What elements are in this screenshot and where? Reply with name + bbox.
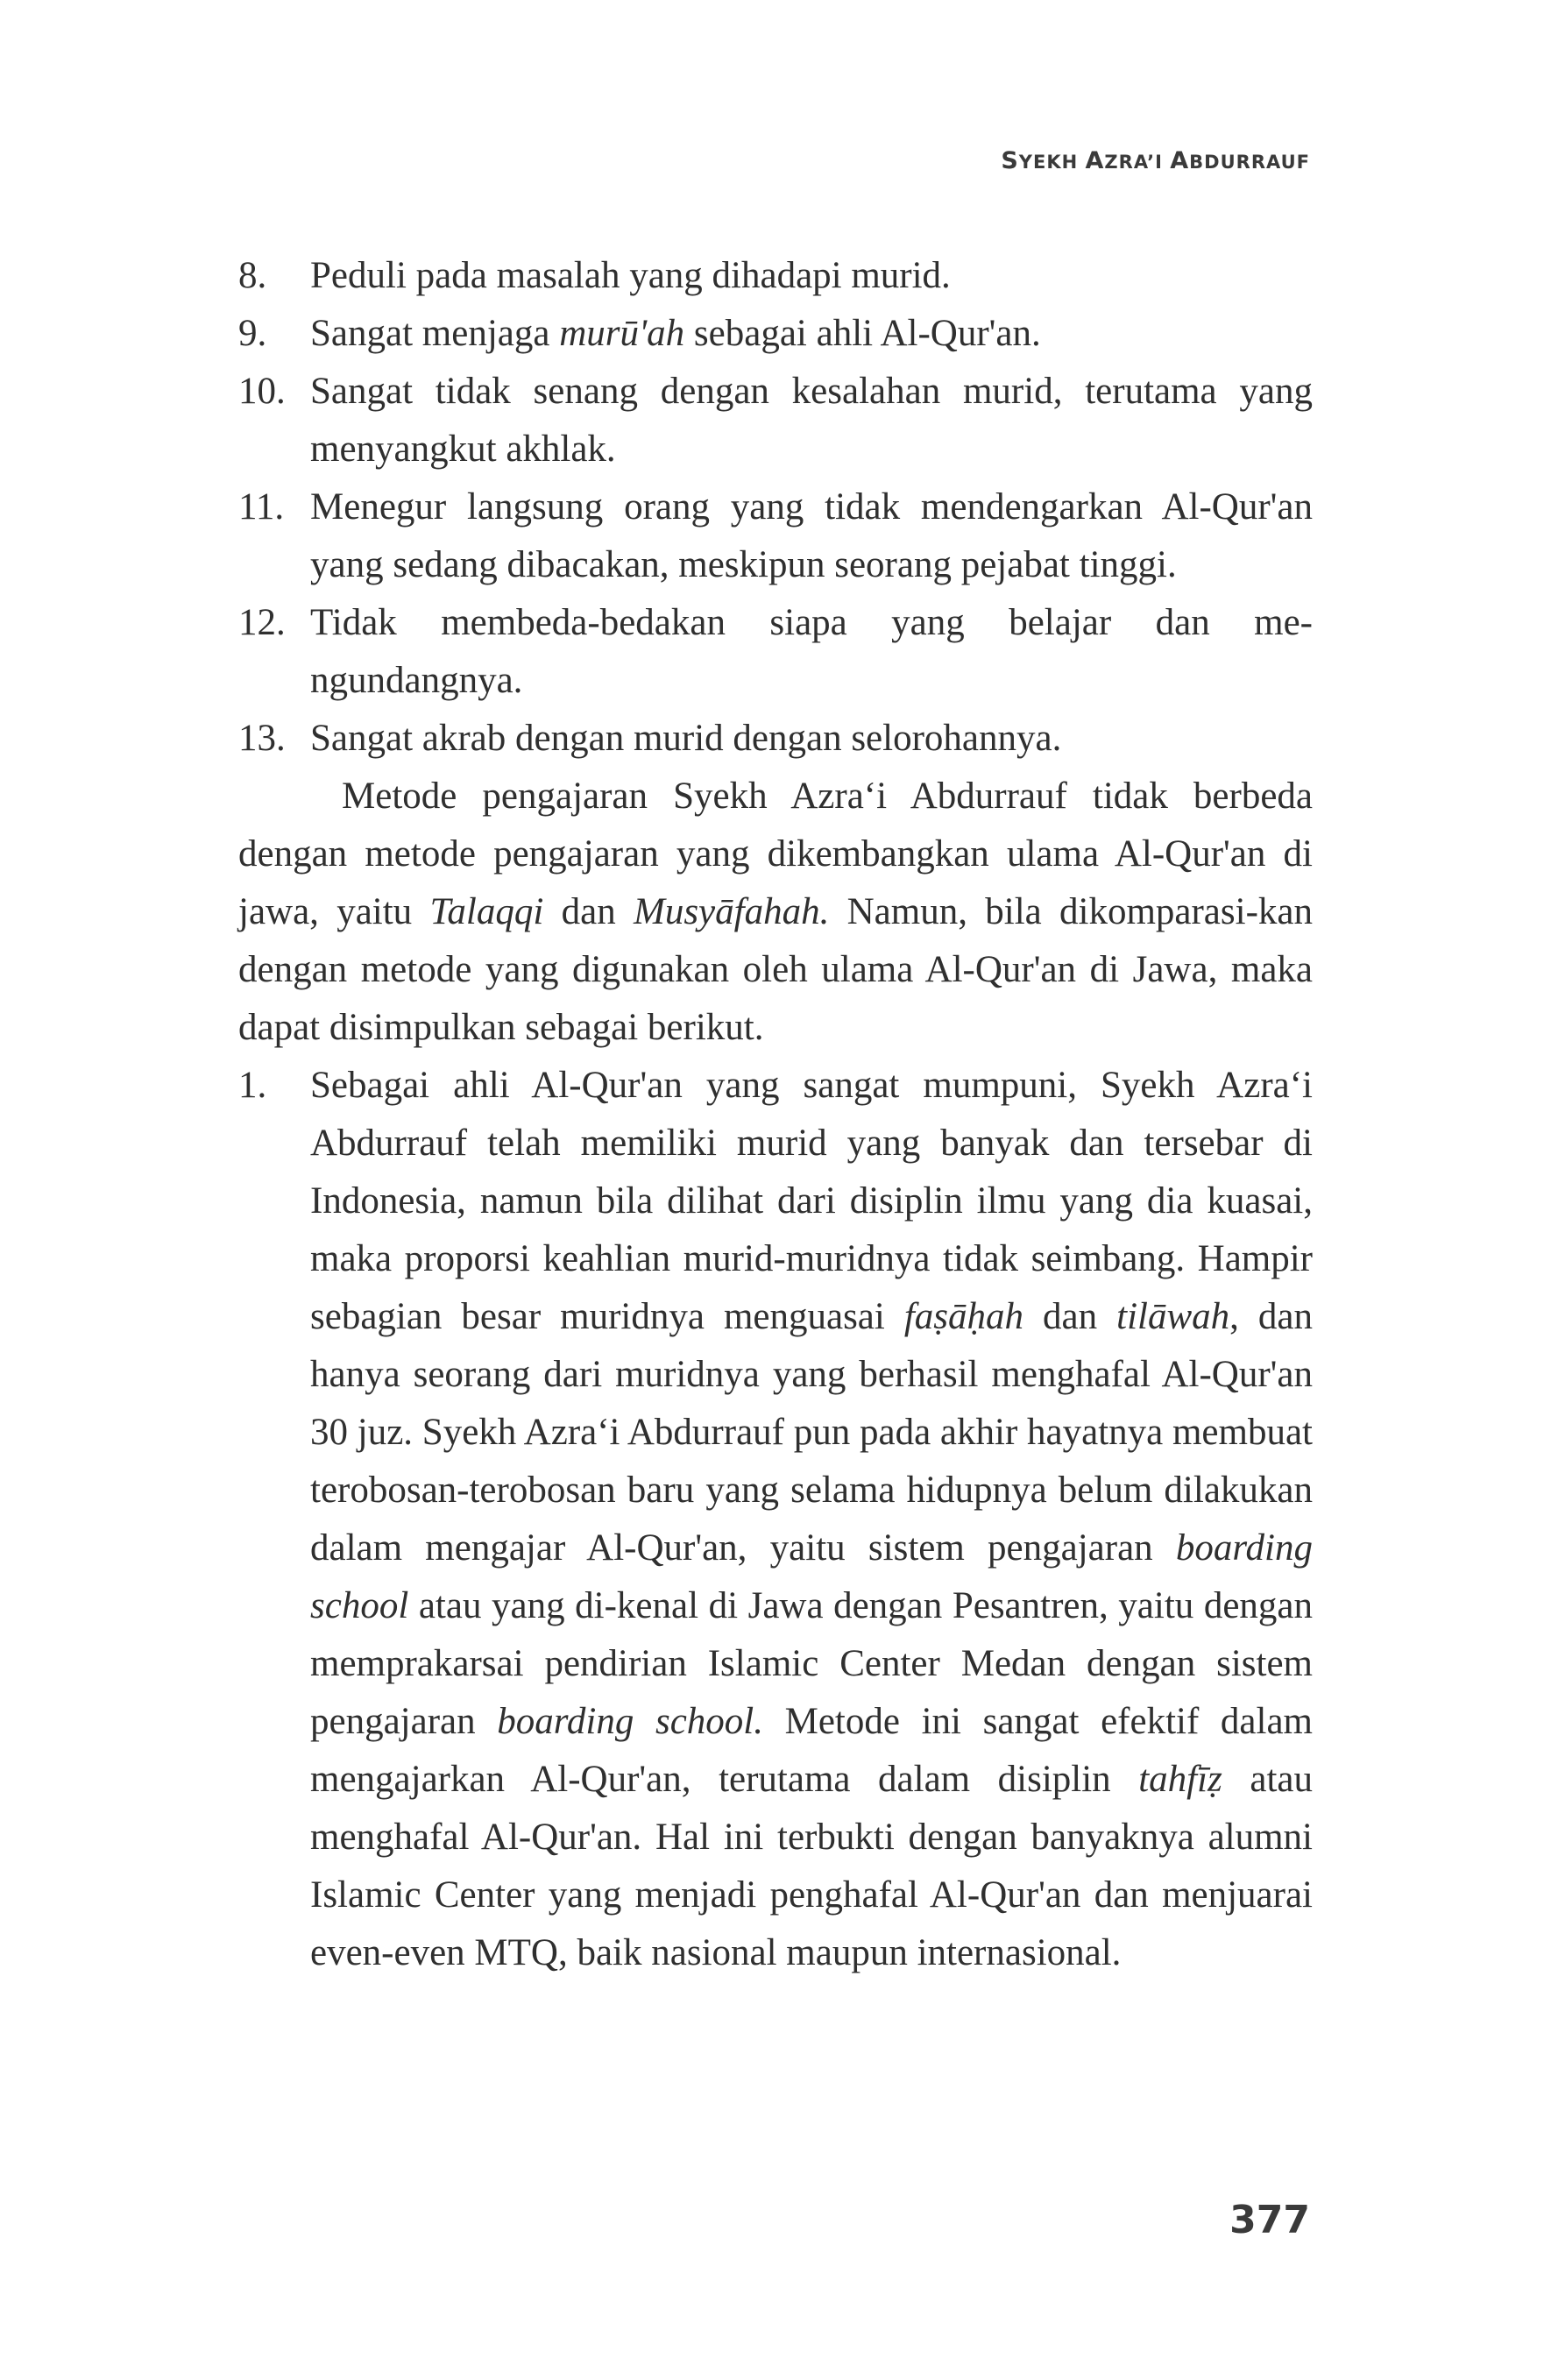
list-text: dan bbox=[1023, 1296, 1117, 1337]
list-number: 12. bbox=[238, 602, 286, 643]
list-item bbox=[238, 363, 1313, 478]
list-italic-boarding-school-2: boarding school. bbox=[497, 1701, 763, 1742]
list-item bbox=[238, 594, 1313, 710]
list-text: sebagai ahli Al-Qur'an. bbox=[684, 313, 1041, 354]
list-item bbox=[238, 305, 1313, 363]
list-number: 9. bbox=[238, 313, 267, 354]
list-item bbox=[238, 710, 1313, 768]
list-italic-tahfiz: tahfīẓ bbox=[1138, 1759, 1222, 1800]
list-text: Sebagai ahli Al-Qur'an yang sangat mumpuni, Syekh Azra‘i Abdurrauf telah memiliki murid yang banyak dan tersebar di Indonesia, namun bila dilihat dari disiplin ilmu yang dia kuasai, maka proporsi keahlian murid-muridnya tidak seimbang. Hampir sebagian besar muridnya menguasai bbox=[310, 1065, 1313, 1337]
running-head-zrai: ZRA’I bbox=[1104, 152, 1171, 173]
running-head-initial-a: A bbox=[1085, 147, 1105, 174]
list-text: Menegur langsung orang yang tidak mendengarkan Al-Qur'an yang sedang dibacakan, meskipun seorang pejabat tinggi. bbox=[310, 486, 1313, 585]
list-number: 1. bbox=[238, 1065, 267, 1106]
list-item bbox=[238, 1057, 1313, 1982]
paragraph-italic-talaqqi: Talaqqi bbox=[429, 891, 544, 932]
list-text: Sangat tidak senang dengan kesalahan murid, terutama yang menyangkut akhlak. bbox=[310, 371, 1313, 470]
list-text: Tidak membeda-bedakan siapa yang belajar dan me-ngundangnya. bbox=[310, 602, 1313, 701]
list-italic-fasahah: faṣāḥah bbox=[903, 1296, 1024, 1337]
page-number: 377 bbox=[1229, 2198, 1310, 2242]
running-head-initial-s: S bbox=[1001, 147, 1019, 174]
list-text: atau menghafal Al-Qur'an. Hal ini terbukti dengan banyaknya alumni Islamic Center yang menjadi penghafal Al-Qur'an dan menjuarai even-even MTQ, baik nasional maupun internasional. bbox=[310, 1759, 1313, 1973]
list-number: 11. bbox=[238, 486, 285, 528]
list-italic-boarding-school: boarding school bbox=[310, 1527, 1313, 1626]
list-number: 13. bbox=[238, 718, 286, 759]
body-text bbox=[238, 247, 1313, 1982]
list-text: Sangat akrab dengan murid dengan selorohannya. bbox=[310, 718, 1062, 759]
list-text: Sangat menjaga bbox=[310, 313, 560, 354]
running-head-bdurrauf: BDURRAUF bbox=[1189, 152, 1310, 173]
list-text: atau yang di-kenal di Jawa dengan Pesantren, yaitu dengan memprakarsai pendirian Islamic Center Medan dengan sistem pengajaran bbox=[310, 1585, 1313, 1742]
list-item bbox=[238, 247, 1313, 305]
list-number: 8. bbox=[238, 255, 267, 296]
list-text: Metode ini sangat efektif dalam mengajarkan Al-Qur'an, terutama dalam disiplin bbox=[310, 1701, 1313, 1800]
running-head bbox=[1001, 147, 1310, 174]
running-head-initial-a2: A bbox=[1170, 147, 1190, 174]
running-head-yekh: YEKH bbox=[1018, 152, 1086, 173]
list-italic-tilawah: tilāwah bbox=[1116, 1296, 1230, 1337]
paragraph-text: dan bbox=[543, 891, 634, 932]
paragraph-italic-musyafahah: Musyāfahah. bbox=[634, 891, 830, 932]
list-item bbox=[238, 478, 1313, 594]
list-text-italic: murū'ah bbox=[559, 313, 685, 354]
list-text: , dan hanya seorang dari muridnya yang berhasil menghafal Al-Qur'an 30 juz. Syekh Azra‘i Abdurrauf pun pada akhir hayatnya membuat terobosan-terobosan baru yang selama hidupnya belum dilakukan dalam mengajar Al-Qur'an, yaitu sistem pengajaran bbox=[310, 1296, 1313, 1569]
body-paragraph bbox=[238, 768, 1313, 1057]
list-text: Peduli pada masalah yang dihadapi murid. bbox=[310, 255, 951, 296]
list-number: 10. bbox=[238, 371, 286, 412]
numbered-list-bottom bbox=[238, 1057, 1313, 1982]
numbered-list-top bbox=[238, 247, 1313, 768]
paragraph-text: Metode pengajaran Syekh Azra‘i Abdurrauf tidak berbeda dengan metode pengajaran yang dikembangkan ulama Al-Qur'an di jawa, yaitu bbox=[238, 776, 1313, 932]
paragraph-text: Namun, bila dikomparasi-kan dengan metode yang digunakan oleh ulama Al-Qur'an di Jawa, maka dapat disimpulkan sebagai berikut. bbox=[238, 891, 1313, 1048]
